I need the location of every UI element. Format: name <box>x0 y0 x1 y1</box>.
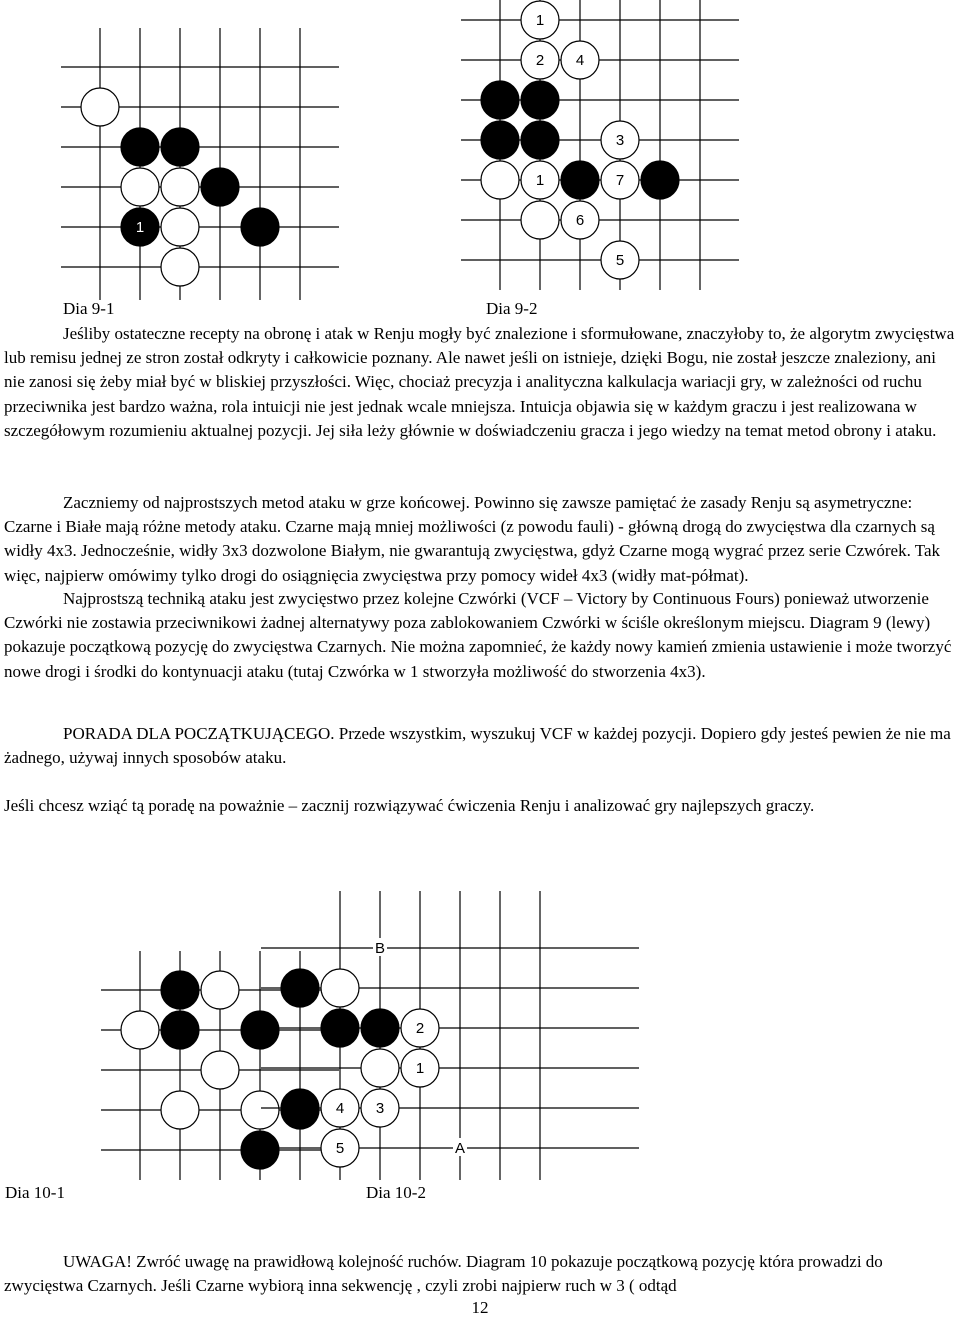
white-stone <box>401 1049 439 1087</box>
page-number: 12 <box>471 1298 489 1317</box>
stone-label: 3 <box>615 132 625 149</box>
stone-label: 3 <box>375 1100 385 1117</box>
stone-label: 2 <box>415 1020 425 1037</box>
caption-dia9-2: Dia 9-2 <box>486 299 538 318</box>
stone-label: 7 <box>615 172 625 189</box>
stone-label: B <box>374 940 386 957</box>
stone-label: 4 <box>335 1100 345 1117</box>
stone-label: 5 <box>615 252 625 269</box>
stone-label: 1 <box>535 172 545 189</box>
white-stone <box>361 1089 399 1127</box>
stone-label: 5 <box>335 1140 345 1157</box>
paragraph-6: UWAGA! Zwróć uwagę na prawidłową kolejność ruchów. Diagram 10 pokazuje początkową pozycję która prowadzi do zwycięstwa Czarnych. Jeśli Czarne wybiorą inna sekwencję , czyli zrobi najpierw ruch w 3 ( odtąd <box>4 1252 883 1296</box>
paragraph-1: Jeśliby ostateczne recepty na obronę i atak w Renju mogły być znalezione i sformułowane, znaczyłoby to, że algorytm zwycięstwa lub remisu jednej ze stron został odkryty i całkowicie poznany. Ale nawet jeśli on istnieje, dzięki Bogu, nie został jeszcze znaleziony, ani nie zanosi się żeby miał być w bliskiej przyszłości. Więc, chociaż precyzja i analityczna kalkulacja wariacji gry, w zależności od ruchu przeciwnika jest bardzo ważna, rola intuicji nie jest jednak wcale mniejsza. Intuicja objawia się w każdym graczu i jest realizowana w szczegółowym rozumieniu aktualnej pozycji. Jej siła leży głównie w doświadczeniu gracza i jego wiedzy na temat metod obrony i ataku. <box>4 324 955 440</box>
stone-label: 1 <box>535 12 545 29</box>
caption-dia9-1: Dia 9-1 <box>63 299 115 318</box>
black-stone <box>281 1089 319 1127</box>
caption-dia10-2: Dia 10-2 <box>366 1183 426 1202</box>
point-label <box>373 938 387 957</box>
stone-label: A <box>454 1140 466 1157</box>
black-stone <box>321 1009 359 1047</box>
black-stone <box>361 1009 399 1047</box>
black-stone <box>281 969 319 1007</box>
paragraph-5: Jeśli chcesz wziąć tą poradę na poważnie – zacznij rozwiązywać ćwiczenia Renju i analizować gry najlepszych graczy. <box>4 796 815 815</box>
stone-label: 6 <box>575 212 585 229</box>
white-stone <box>361 1049 399 1087</box>
stone-label: 2 <box>535 52 545 69</box>
white-stone <box>401 1009 439 1047</box>
stone-label: 4 <box>575 52 585 69</box>
paragraph-2: Zaczniemy od najprostszych metod ataku w grze końcowej. Powinno się zawsze pamiętać że zasady Renju są asymetryczne: Czarne i Białe mają różne metody ataku. Czarne mają mniej możliwości (z powodu fauli) - główną drogą do zwycięstwa dla czarnych są widły 4x3. Jednocześnie, widły 3x3 dozwolone Białym, nie gwarantują zwycięstwa, gdyż Czarne mogą wygrać przez serie Czwórek. Tak więc, najpierw omówimy tylko drogi do osiągnięcia zwycięstwa przy pomocy wideł 4x3 (widły mat-półmat). <box>4 493 941 585</box>
white-stone <box>321 969 359 1007</box>
paragraph-4: PORADA DLA POCZĄTKUJĄCEGO. Przede wszystkim, wyszukuj VCF w każdej pozycji. Dopiero gdy jesteś pewien że nie ma żadnego, używaj innych sposobów ataku. <box>4 724 951 768</box>
white-stone <box>321 1089 359 1127</box>
point-label <box>453 1138 467 1157</box>
paragraph-3: Najprostszą techniką ataku jest zwycięstwo przez kolejne Czwórki (VCF – Victory by Continuous Fours) ponieważ utworzenie Czwórki nie zostawia przeciwnikowi żadnej alternatywy poza zablokowaniem Czwórki w ściśle określonym miejscu. Diagram 9 (lewy) pokazuje początkową pozycję do zwycięstwa Czarnych. Nie można zapomnieć, że każdy nowy kamień zmienia ustawienie i może tworzyć nowe drogi i środki do kontynuacji ataku (tutaj Czwórka w 1 stworzyła możliwość do stworzenia 4x3). <box>4 589 952 681</box>
stone-label: 1 <box>135 219 145 236</box>
white-stone <box>321 1129 359 1167</box>
caption-dia10-1: Dia 10-1 <box>5 1183 65 1202</box>
stone-label: 1 <box>415 1060 425 1077</box>
